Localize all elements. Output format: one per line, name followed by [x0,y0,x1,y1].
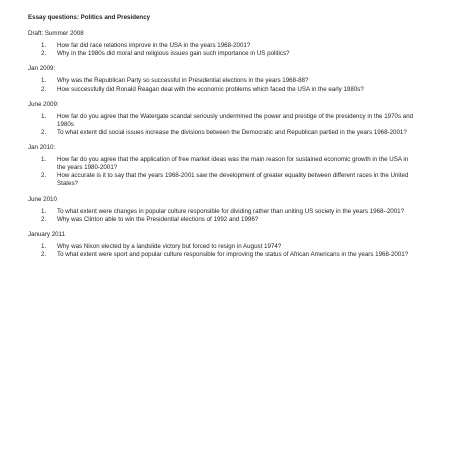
question-text: To what extent were changes in popular culture responsible for dividing rather than uniting US society in the years 1968–2001? [57,207,405,215]
question-item [28,113,435,129]
question-text: Why was the Republican Party so successful in Presidential elections in the years 1968-88? [57,77,309,85]
exam-section [28,196,435,224]
question-number: 2. [41,215,47,223]
question-text: Why was Nixon elected by a landslide victory but forced to resign in August 1974? [57,242,282,250]
question-number: 2. [41,250,47,258]
question-item [28,77,435,85]
question-item [28,50,435,58]
question-item [28,86,435,94]
question-list [28,208,435,224]
question-item [28,156,435,172]
section-heading: June 2009: [28,100,59,108]
sections-container [28,30,435,259]
question-text: How successfully did Ronald Reagan deal with the economic problems which faced the USA in the early 1980s? [57,85,364,93]
question-item [28,243,435,251]
section-heading: Jan 2010: [28,144,56,152]
question-number: 1. [41,112,47,120]
question-text: To what extent were sport and popular culture responsible for improving the status of African Americans in the years 1968-2001? [57,250,409,258]
section-heading: January 2011 [28,230,66,238]
question-list [28,113,435,137]
question-number: 1. [41,242,47,250]
question-item [28,172,435,188]
question-number: 1. [41,156,47,164]
question-text: How far do you agree that the Watergate scandal seriously undermined the power and prestige of the presidency in the 1970s and 1980s [57,112,414,128]
question-list [28,77,435,93]
question-item [28,208,435,216]
question-number: 1. [41,42,47,50]
question-list [28,156,435,188]
section-heading: June 2010 [28,195,57,203]
question-text: Why in the 1980s did moral and religious issues gain such importance in US politics? [57,50,290,58]
question-number: 2. [41,50,47,58]
question-text: How far do you agree that the application of free market ideas was the main reason for sustained economic growth in the USA in the years 1980-2001? [57,156,409,172]
question-text: How far did race relations improve in the USA in the years 1968-2001? [57,42,251,50]
section-heading: Jan 2009: [28,65,56,73]
exam-section [28,65,435,93]
exam-section [28,30,435,58]
section-heading: Draft: Summer 2008 [28,30,84,38]
question-number: 2. [41,85,47,93]
question-number: 1. [41,207,47,215]
question-item [28,129,435,137]
question-text: Why was Clinton able to win the Presidential elections of 1992 and 1996? [57,215,259,223]
question-item [28,216,435,224]
question-text: To what extent did social issues increase the divisions between the Democratic and Republican partied in the years 1968-2001? [57,128,407,136]
question-number: 1. [41,77,47,85]
exam-section [28,231,435,259]
question-list [28,42,435,58]
question-text: How accurate is it to say that the years 1968-2001 saw the development of greater equality between different races in the United States? [57,172,409,188]
question-item [28,42,435,50]
exam-section [28,144,435,188]
question-list [28,243,435,259]
question-number: 2. [41,172,47,180]
document-title: Essay questions: Politics and Presidency [28,14,151,21]
question-number: 2. [41,128,47,136]
question-item [28,251,435,259]
exam-section [28,101,435,137]
